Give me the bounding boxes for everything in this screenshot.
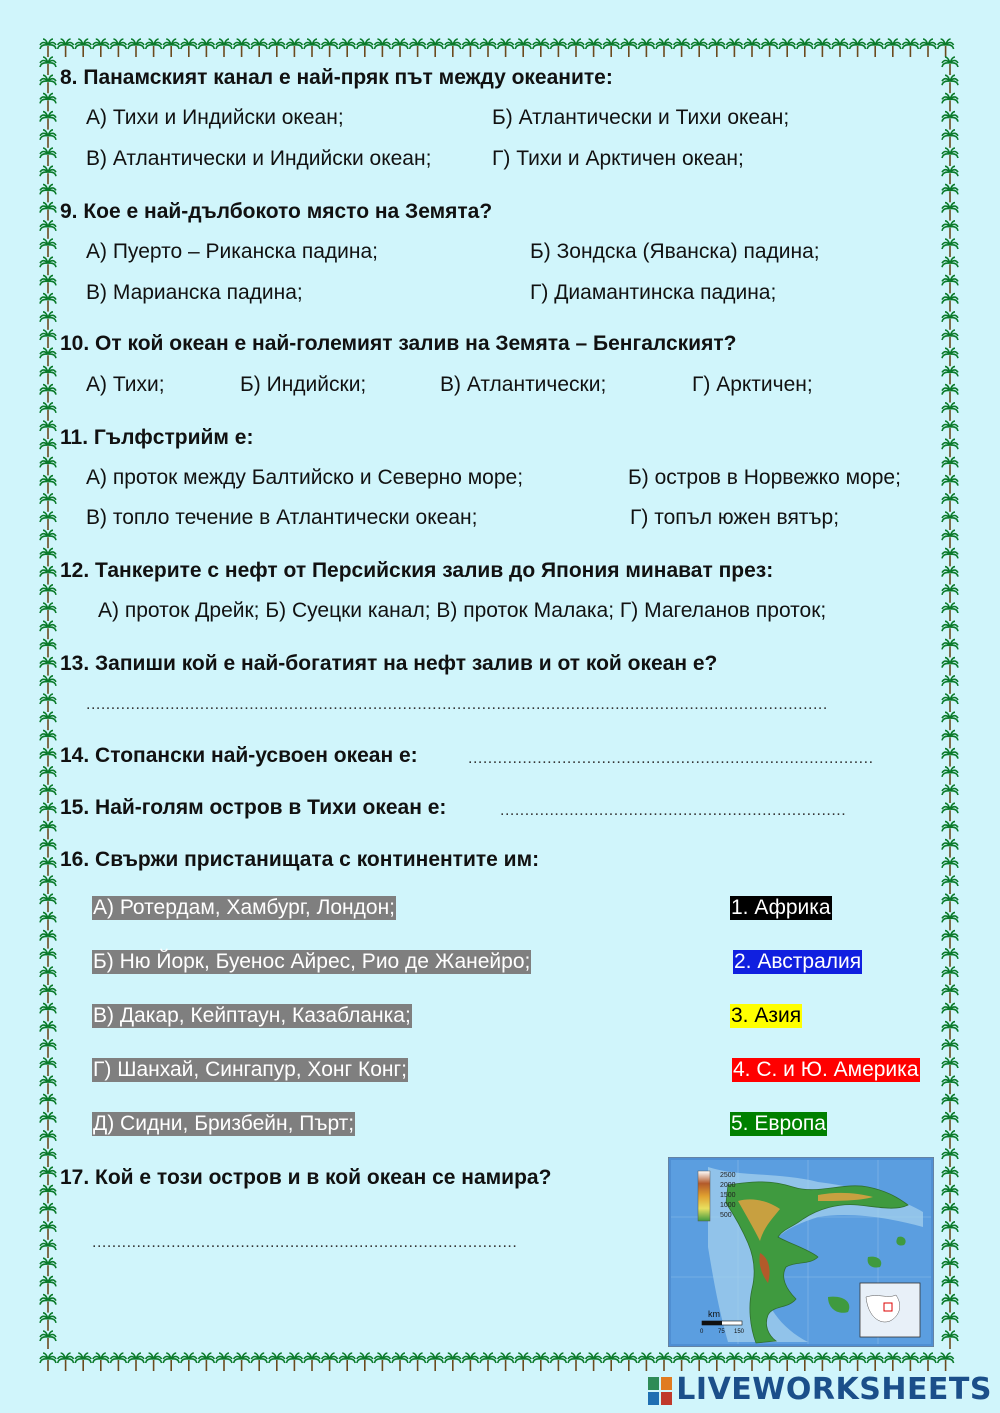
port-item-b[interactable]: Б) Ню Йорк, Буенос Айрес, Рио де Жанейро; [93, 950, 531, 973]
continent-target-4[interactable]: 4. С. и Ю. Америка [733, 1058, 919, 1081]
svg-text:1500: 1500 [720, 1192, 736, 1199]
q11-option-b: Б) остров в Норвежко море; [628, 466, 901, 489]
q10-option-a: А) Тихи; [86, 373, 165, 396]
port-item-a[interactable]: А) Ротердам, Хамбург, Лондон; [93, 896, 396, 919]
q13-title: 13. Запиши кой е най-богатият на нефт залив и от кой океан е? [60, 652, 718, 675]
q12-title: 12. Танкерите с нефт от Персийския залив до Япония минават през: [60, 559, 774, 582]
q8-title: 8. Панамският канал е най-пряк път между океаните: [60, 66, 613, 89]
port-item-c[interactable]: В) Дакар, Кейптаун, Казабланка; [93, 1004, 411, 1027]
q9-title: 9. Кое е най-дълбокото място на Земята? [60, 200, 493, 223]
continent-target-3[interactable]: 3. Азия [731, 1004, 802, 1027]
q14-title: 14. Стопански най-усвоен океан е: [60, 744, 418, 767]
q11-option-d: Г) топъл южен вятър; [630, 506, 840, 529]
svg-text:2000: 2000 [720, 1182, 736, 1189]
inset-map [860, 1283, 920, 1337]
q17-answer-line[interactable]: ...................................................................................... [92, 1234, 518, 1251]
port-item-d[interactable]: Г) Шанхай, Сингапур, Хонг Конг; [93, 1058, 407, 1081]
q12-options: А) проток Дрейк; Б) Суецки канал; В) проток Малака; Г) Магеланов проток; [98, 599, 827, 622]
q16-title: 16. Свържи пристанищата с континентите им: [60, 848, 540, 871]
svg-text:75: 75 [718, 1329, 725, 1335]
continent-target-1[interactable]: 1. Африка [731, 896, 831, 919]
port-item-e[interactable]: Д) Сидни, Бризбейн, Пърт; [93, 1112, 355, 1135]
svg-text:0: 0 [700, 1329, 704, 1335]
q8-option-b: Б) Атлантически и Тихи океан; [492, 106, 790, 129]
q10-option-b: Б) Индийски; [240, 373, 367, 396]
q14-answer-line[interactable]: .................................................................................. [468, 750, 874, 767]
q10-option-c: В) Атлантически; [440, 373, 607, 396]
q11-option-c: В) топло течение в Атлантически океан; [86, 506, 478, 529]
q10-option-d: Г) Арктичен; [692, 373, 813, 396]
island-map [668, 1157, 934, 1347]
q10-title: 10. От кой океан е най-големият залив на Земята – Бенгалският? [60, 332, 737, 355]
svg-text:2500: 2500 [720, 1172, 736, 1179]
q11-option-a: А) проток между Балтийско и Северно море; [86, 466, 524, 489]
continent-target-2[interactable]: 2. Австралия [734, 950, 862, 973]
q13-answer-line[interactable]: ...................................................................................................................................................... [86, 696, 828, 713]
q9-option-a: А) Пуерто – Риканска падина; [86, 240, 378, 263]
q9-option-c: В) Марианска падина; [86, 281, 303, 304]
svg-text:500: 500 [720, 1212, 732, 1219]
brand-text: LIVEWORKSHEETS [676, 1372, 992, 1407]
svg-text:1000: 1000 [720, 1202, 736, 1209]
q15-title: 15. Най-голям остров в Тихи океан е: [60, 796, 447, 819]
q8-option-c: В) Атлантически и Индийски океан; [86, 147, 432, 170]
q8-option-a: А) Тихи и Индийски океан; [86, 106, 344, 129]
liveworksheets-brand [648, 1372, 992, 1407]
q15-answer-line[interactable]: ...................................................................... [500, 802, 847, 819]
continent-target-5[interactable]: 5. Европа [731, 1112, 826, 1135]
q9-option-b: Б) Зондска (Яванска) падина; [530, 240, 820, 263]
q9-option-d: Г) Диамантинска падина; [530, 281, 777, 304]
q8-option-d: Г) Тихи и Арктичен океан; [492, 147, 744, 170]
liveworksheets-logo-icon [648, 1377, 672, 1405]
q17-title: 17. Кой е този остров и в кой океан се намира? [60, 1166, 552, 1189]
svg-text:km: km [708, 1309, 720, 1319]
svg-text:150: 150 [734, 1329, 745, 1335]
q11-title: 11. Гълфстрийм е: [60, 426, 254, 449]
